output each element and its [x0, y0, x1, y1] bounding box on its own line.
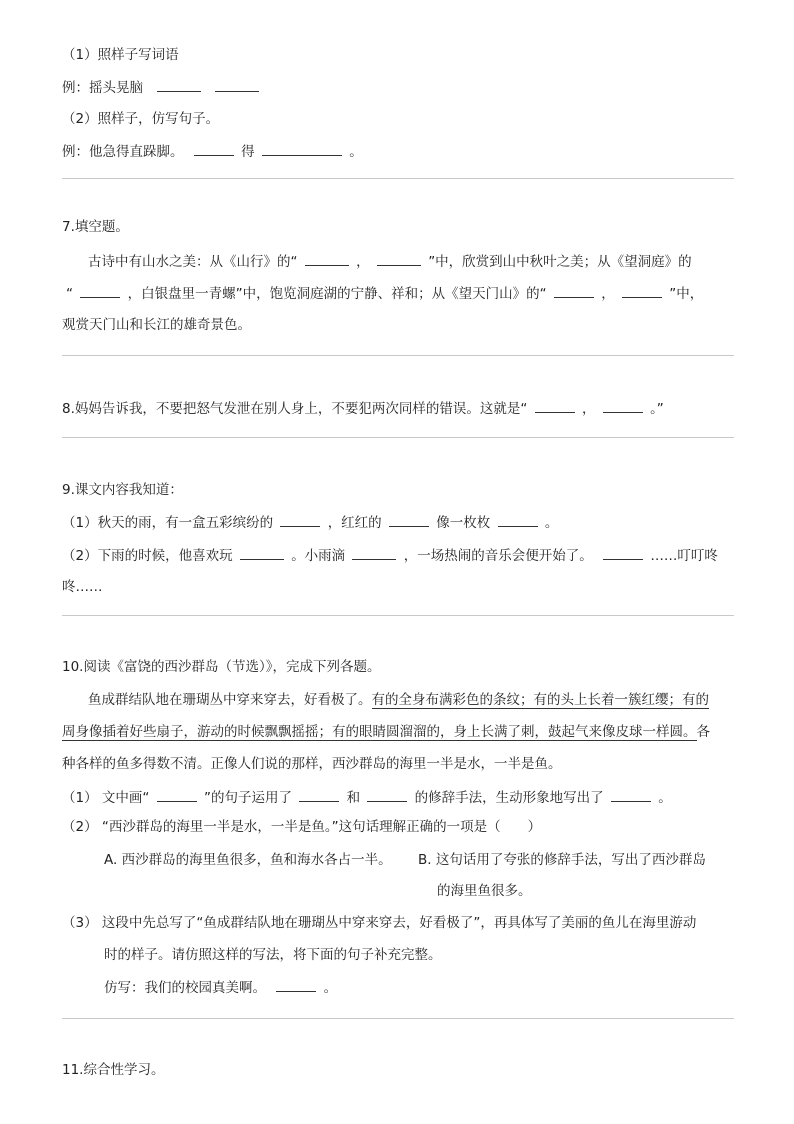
punct: 。 — [544, 515, 559, 531]
q9-text: （2）下雨的时候，他喜欢玩 — [62, 548, 233, 564]
answer-blank[interactable] — [389, 512, 429, 527]
passage-text: 鱼成群结队地在珊瑚丛中穿来穿去，好看极了。 — [88, 692, 372, 708]
q9-text: ，红红的 — [327, 515, 382, 531]
punct: 。 — [349, 144, 363, 160]
q7-line2 — [66, 283, 703, 304]
q10-passage-line1 — [88, 690, 709, 710]
option-a[interactable]: A. 西沙群岛的海里鱼很多，鱼和海水各占一半。 — [104, 852, 392, 868]
answer-blank[interactable] — [80, 283, 120, 298]
underlined-sentence: 有的全身布满彩色的条纹；有的头上长着一簇红缨；有的 — [371, 692, 709, 708]
q9-text: （1）秋天的雨，有一盒五彩缤纷的 — [62, 515, 274, 531]
underlined-sentence: 周身像插着好些扇子，游动的时候飘飘摇摇；有的眼睛圆溜溜的，身上长满了刺，鼓起气来像皮球一样圆。 — [62, 724, 697, 740]
punct: “ — [66, 286, 73, 302]
answer-blank[interactable] — [299, 787, 339, 802]
punct: 。 — [658, 790, 672, 806]
q6-part2-label: （2）照样子，仿写句子。 — [62, 111, 220, 127]
q9-text: ……叮叮咚 — [650, 548, 718, 564]
divider — [62, 437, 734, 438]
punct: 。” — [650, 401, 664, 417]
q6-part2-example-line — [62, 141, 363, 162]
answer-blank[interactable] — [305, 251, 349, 266]
punct: ， — [581, 401, 596, 417]
punct: ， — [601, 286, 615, 302]
answer-blank[interactable] — [603, 545, 643, 560]
answer-blank[interactable] — [215, 77, 259, 92]
q10-sub3-cont: 时的样子。请仿照这样的写法，将下面的句子补充完整。 — [104, 947, 442, 963]
answer-blank[interactable] — [157, 787, 197, 802]
q11-title: 11.综合性学习。 — [62, 1062, 165, 1078]
q10-sub3-imitate — [104, 977, 337, 998]
q8-line — [62, 398, 664, 419]
answer-blank[interactable] — [498, 512, 538, 527]
q10-text: 和 — [346, 790, 361, 806]
answer-blank[interactable] — [622, 283, 662, 298]
punct: 。 — [323, 980, 338, 996]
q6-part1-label: （1）照样子写词语 — [62, 47, 179, 63]
answer-blank[interactable] — [535, 398, 575, 413]
q7-title: 7.填空题。 — [62, 219, 129, 235]
q7-text: 古诗中有山水之美：从《山行》的“ — [88, 254, 298, 270]
q10-passage-line2 — [62, 722, 710, 742]
q10-text: 文中画“ — [101, 790, 150, 806]
q6-part1-example-line — [62, 77, 262, 98]
q8-text: 8.妈妈告诉我，不要把怒气发泄在别人身上，不要犯两次同样的错误。这就是“ — [62, 401, 528, 417]
q10-passage-line3: 种各样的鱼多得数不清。正像人们说的那样，西沙群岛的海里一半是水，一半是鱼。 — [62, 756, 562, 772]
divider — [62, 1018, 734, 1019]
q9-text: 。小雨滴 — [291, 548, 346, 564]
q9-line3: 咚…… — [62, 579, 103, 595]
answer-blank[interactable] — [240, 545, 284, 560]
q10-sub1 — [62, 787, 672, 808]
answer-blank[interactable] — [157, 77, 201, 92]
sub-number: （2） — [62, 819, 98, 835]
option-b-cont: 的海里鱼很多。 — [437, 883, 532, 899]
divider — [62, 615, 734, 616]
q10-title: 10.阅读《富饶的西沙群岛（节选）》，完成下列各题。 — [62, 659, 381, 675]
q9-line1 — [62, 512, 558, 533]
divider — [62, 355, 734, 356]
q10-text: ”的句子运用了 — [203, 790, 292, 806]
q10-sub3 — [62, 913, 696, 933]
q10-text: 这段中先总写了“鱼成群结队地在珊瑚丛中穿来穿去，好看极了”，再具体写了美丽的鱼儿在海里游动 — [101, 915, 697, 931]
q6-part1-example: 例：摇头晃脑 — [62, 80, 143, 96]
q7-text: ”中，欣赏到山中秋叶之美；从《望洞庭》的 — [428, 254, 692, 270]
q9-text: ，一场热闹的音乐会便开始了。 — [403, 548, 593, 564]
answer-blank[interactable] — [352, 545, 396, 560]
q10-text: 仿写：我们的校园真美啊。 — [104, 980, 266, 996]
q6-de: 得 — [241, 144, 255, 160]
answer-blank[interactable] — [611, 787, 651, 802]
sub-number: （1） — [62, 790, 98, 806]
q10-sub2 — [62, 817, 541, 837]
q10-text: “西沙群岛的海里一半是水，一半是鱼。”这句话理解正确的一项是（ ） — [101, 819, 542, 835]
divider — [62, 178, 734, 179]
answer-blank[interactable] — [262, 141, 342, 156]
q7-line1 — [88, 251, 692, 272]
q9-line2 — [62, 545, 718, 566]
q7-line3: 观赏天门山和长江的雄奇景色。 — [62, 317, 251, 333]
option-b[interactable]: B. 这句话用了夸张的修辞手法，写出了西沙群岛 — [418, 852, 706, 868]
sub-number: （3） — [62, 915, 98, 931]
answer-blank[interactable] — [276, 977, 316, 992]
q7-text: ”中， — [669, 286, 704, 302]
answer-blank[interactable] — [367, 787, 407, 802]
q10-text: 的修辞手法，生动形象地写出了 — [414, 790, 604, 806]
answer-blank[interactable] — [554, 283, 594, 298]
q9-text: 像一枚枚 — [436, 515, 491, 531]
answer-blank[interactable] — [194, 141, 234, 156]
q9-title: 9.课文内容我知道： — [62, 482, 183, 498]
q7-text: ，白银盘里一青螺”中，饱览洞庭湖的宁静、祥和；从《望天门山》的“ — [127, 286, 547, 302]
passage-text: 各 — [696, 724, 710, 740]
q6-part2-example: 例：他急得直跺脚。 — [62, 144, 184, 160]
answer-blank[interactable] — [603, 398, 643, 413]
answer-blank[interactable] — [280, 512, 320, 527]
punct: ， — [356, 254, 370, 270]
answer-blank[interactable] — [377, 251, 421, 266]
